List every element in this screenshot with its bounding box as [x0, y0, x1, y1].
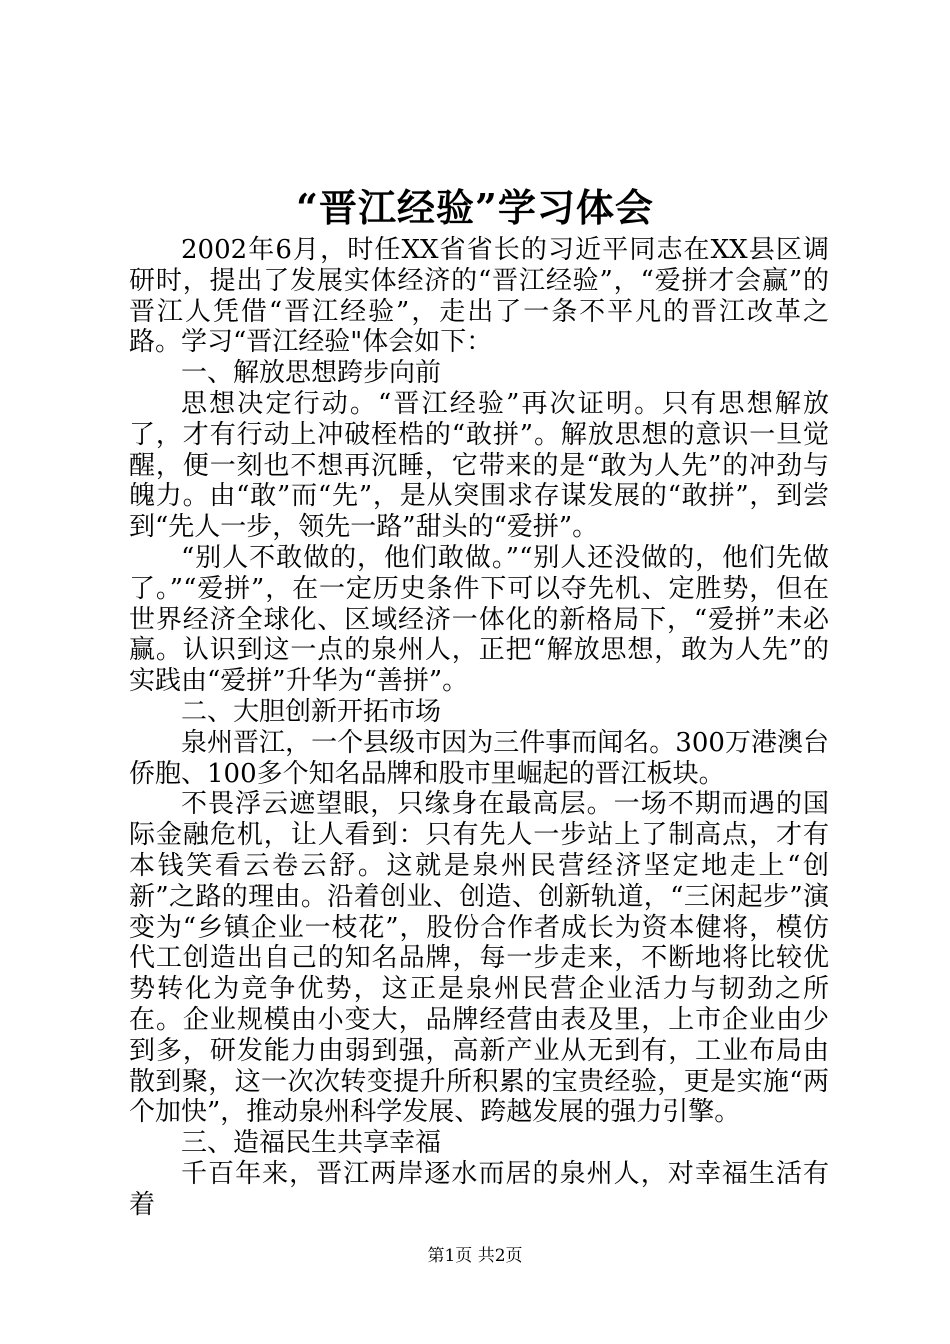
paragraph: 泉州晋江，一个县级市因为三件事而闻名。300万港澳台侨胞、100多个知名品牌和股市里崛起的晋江板块。 — [129, 727, 829, 789]
document-body — [129, 235, 829, 1221]
paragraph-intro: 2002年6月，时任XX省省长的习近平同志在XX县区调研时，提出了发展实体经济的“晋江经验”，“爱拼才会赢”的晋江人凭借“晋江经验”，走出了一条不平凡的晋江改革之路。学习“晋江经验"体会如下： — [129, 235, 829, 358]
section-heading-2: 二、大胆创新开拓市场 — [181, 696, 442, 727]
paragraph: 不畏浮云遮望眼，只缘身在最高层。一场不期而遇的国际金融危机，让人看到：只有先人一步站上了制高点，才有本钱笑看云卷云舒。这就是泉州民营经济坚定地走上“创新”之路的理由。沿着创业、创造、创新轨道，“三闲起步”演变为“乡镇企业一枝花”，股份合作者成长为资本健将，模仿代工创造出自己的知名品牌，每一步走来，不断地将比较优势转化为竞争优势，这正是泉州民营企业活力与韧劲之所在。企业规模由小变大，品牌经营由表及里，上市企业由少到多，研发能力由弱到强，高新产业从无到有，工业布局由散到聚，这一次次转变提升所积累的宝贵经验，更是实施“两个加快”，推动泉州科学发展、跨越发展的强力引擎。 — [129, 789, 829, 1128]
page-footer: 第1页 共2页 — [427, 1246, 523, 1266]
paragraph: 思想决定行动。“晋江经验”再次证明。只有思想解放了，才有行动上冲破桎梏的“敢拼”。解放思想的意识一旦觉醒，便一刻也不想再沉睡，它带来的是“敢为人先”的冲劲与魄力。由“敢”而“先”，是从突围求存谋发展的“敢拼”，到尝到“先人一步，领先一路”甜头的“爱拼”。 — [129, 388, 829, 543]
paragraph: “别人不敢做的，他们敢做。”“别人还没做的，他们先做了。”“爱拼”，在一定历史条件下可以夺先机、定胜势，但在世界经济全球化、区域经济一体化的新格局下，“爱拼”未必赢。认识到这一点的泉州人，正把“解放思想，敢为人先”的实践由“爱拼”升华为“善拼”。 — [129, 542, 829, 697]
paragraph: 千百年来，晋江两岸逐水而居的泉州人，对幸福生活有着 — [129, 1158, 829, 1220]
section-heading-3: 三、造福民生共享幸福 — [181, 1128, 442, 1159]
section-heading-1: 一、解放思想跨步向前 — [181, 358, 442, 389]
document-title: “晋江经验”学习体会 — [296, 185, 654, 230]
